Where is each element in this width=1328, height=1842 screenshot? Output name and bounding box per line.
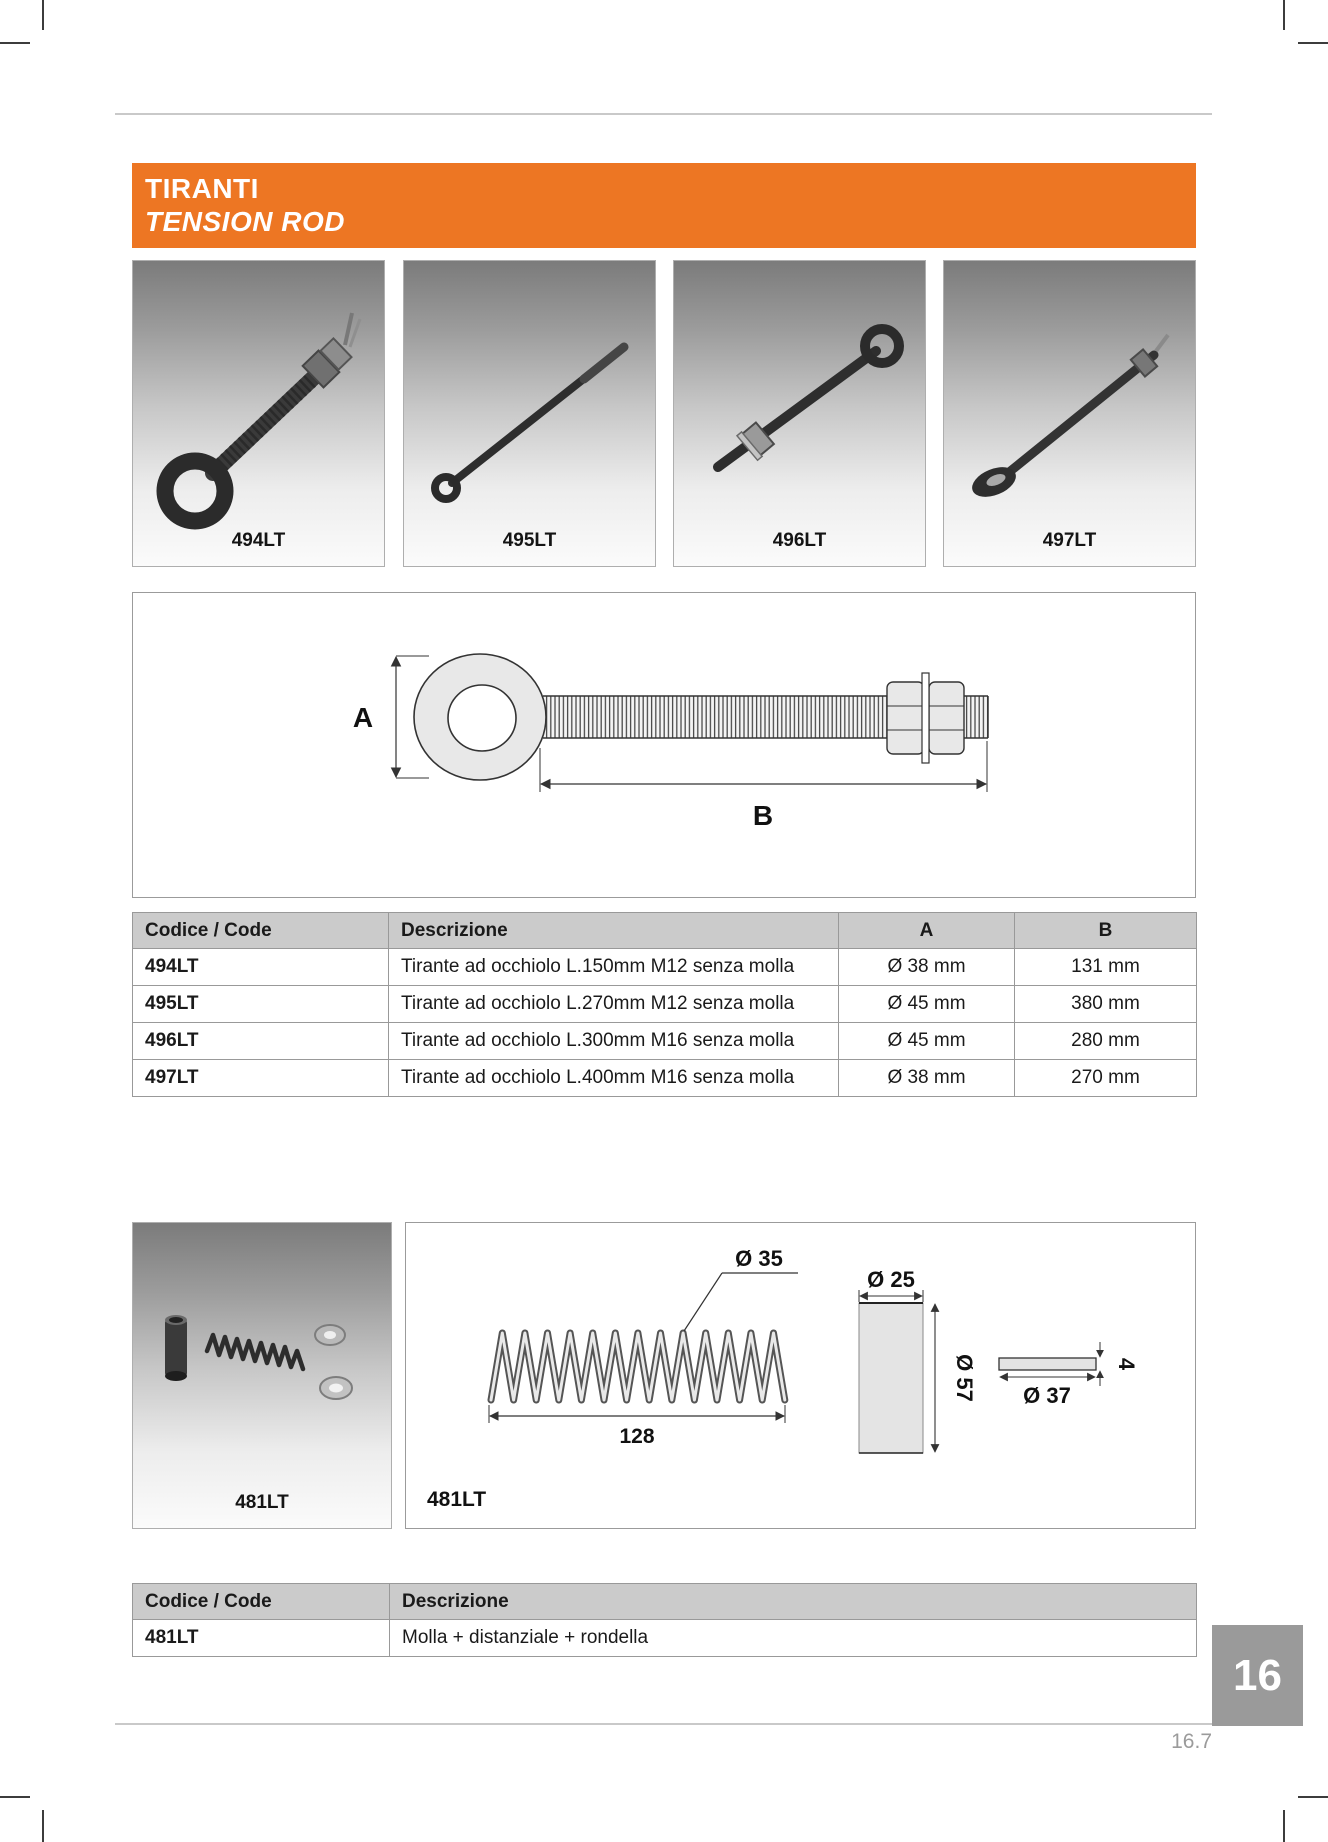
header-codice: Codice / Code — [133, 1584, 390, 1620]
dimension-label-128: 128 — [619, 1425, 655, 1448]
washer-drawing — [999, 1358, 1096, 1370]
crop-mark-top-left-h — [0, 42, 30, 44]
cell-desc: Tirante ad occhiolo L.150mm M12 senza molla — [389, 949, 839, 986]
eye-bolt-photo-495lt — [404, 261, 657, 541]
dimension-label-d25: Ø 25 — [867, 1267, 915, 1292]
spring-kit-diagram-svg — [406, 1223, 1195, 1528]
crop-mark-bottom-right-v — [1283, 1810, 1285, 1842]
crop-mark-top-right-v — [1283, 0, 1285, 30]
eye-ring-hole — [448, 685, 516, 751]
dimension-label-d35: Ø 35 — [735, 1246, 783, 1271]
section-header — [132, 163, 1196, 248]
tension-rod-spec-table — [132, 912, 1197, 1097]
washer-bar — [922, 673, 929, 763]
cell-desc: Molla + distanziale + rondella — [390, 1620, 1197, 1657]
crop-mark-bottom-left-v — [42, 1810, 44, 1842]
eye-bolt-photo-494lt — [133, 261, 386, 541]
cell-b: 270 mm — [1015, 1060, 1197, 1097]
cell-b: 131 mm — [1015, 949, 1197, 986]
cell-a: Ø 45 mm — [839, 1023, 1015, 1060]
eye-bolt-photo-496lt — [674, 261, 927, 541]
spring-kit-diagram — [405, 1222, 1196, 1529]
spacer-drawing — [859, 1303, 923, 1453]
product-code-label: 494LT — [231, 530, 286, 551]
cell-code: 497LT — [133, 1060, 389, 1097]
table-row — [133, 1060, 1197, 1097]
top-rule — [115, 113, 1212, 115]
diagram-code-label: 481LT — [427, 1488, 487, 1511]
cell-code: 494LT — [133, 949, 389, 986]
header-descrizione: Descrizione — [390, 1584, 1197, 1620]
dimension-label-d57: Ø 57 — [952, 1354, 977, 1402]
cell-code: 481LT — [133, 1620, 390, 1657]
cell-b: 280 mm — [1015, 1023, 1197, 1060]
product-photo-495lt — [403, 260, 656, 567]
dimension-label-b: B — [752, 800, 774, 831]
eye-bolt-photo-497lt — [944, 261, 1197, 541]
table-row — [133, 1023, 1197, 1060]
table-row — [133, 1620, 1197, 1657]
crop-mark-top-right-h — [1298, 42, 1328, 44]
header-a: A — [839, 913, 1015, 949]
nut-left — [887, 682, 924, 754]
cell-desc: Tirante ad occhiolo L.300mm M16 senza molla — [389, 1023, 839, 1060]
spacer-tube — [165, 1319, 187, 1377]
dimension-label-a: A — [352, 702, 374, 733]
spring-kit-table — [132, 1583, 1197, 1657]
cell-a: Ø 45 mm — [839, 986, 1015, 1023]
cell-b: 380 mm — [1015, 986, 1197, 1023]
tension-rod-diagram-svg — [133, 593, 1195, 897]
table-header-row — [133, 913, 1197, 949]
product-photo-494lt — [132, 260, 385, 567]
table-row — [133, 949, 1197, 986]
product-code-label: 496LT — [772, 530, 827, 551]
chapter-tab: 16 — [1212, 1625, 1303, 1726]
product-photo-496lt — [673, 260, 926, 567]
cell-desc: Tirante ad occhiolo L.270mm M12 senza molla — [389, 986, 839, 1023]
dimension-label-d37: Ø 37 — [1023, 1383, 1071, 1408]
product-code-label: 497LT — [1042, 530, 1097, 551]
crop-mark-top-left-v — [42, 0, 44, 30]
product-photo-481lt — [132, 1222, 392, 1529]
footer-rule — [115, 1723, 1212, 1725]
dimension-label-4: 4 — [1114, 1357, 1139, 1371]
table-row — [133, 986, 1197, 1023]
cell-a: Ø 38 mm — [839, 949, 1015, 986]
nut-right — [929, 682, 964, 754]
header-codice: Codice / Code — [133, 913, 389, 949]
tension-rod-diagram — [132, 592, 1196, 898]
product-code-label: 495LT — [502, 530, 557, 551]
crop-mark-bottom-left-h — [0, 1796, 30, 1798]
table-header-row — [133, 1584, 1197, 1620]
cell-code: 496LT — [133, 1023, 389, 1060]
header-descrizione: Descrizione — [389, 913, 839, 949]
crop-mark-bottom-right-h — [1298, 1796, 1328, 1798]
cell-code: 495LT — [133, 986, 389, 1023]
header-b: B — [1015, 913, 1197, 949]
product-code-label: 481LT — [235, 1492, 289, 1513]
section-title-italian: TIRANTI — [145, 173, 259, 204]
spring — [207, 1335, 303, 1369]
cell-a: Ø 38 mm — [839, 1060, 1015, 1097]
spring-kit-photo-481lt — [133, 1223, 393, 1503]
section-title-english: TENSION ROD — [145, 206, 345, 237]
cell-desc: Tirante ad occhiolo L.400mm M16 senza molla — [389, 1060, 839, 1097]
product-photo-497lt — [943, 260, 1196, 567]
page-number: 16.7 — [1171, 1730, 1212, 1753]
